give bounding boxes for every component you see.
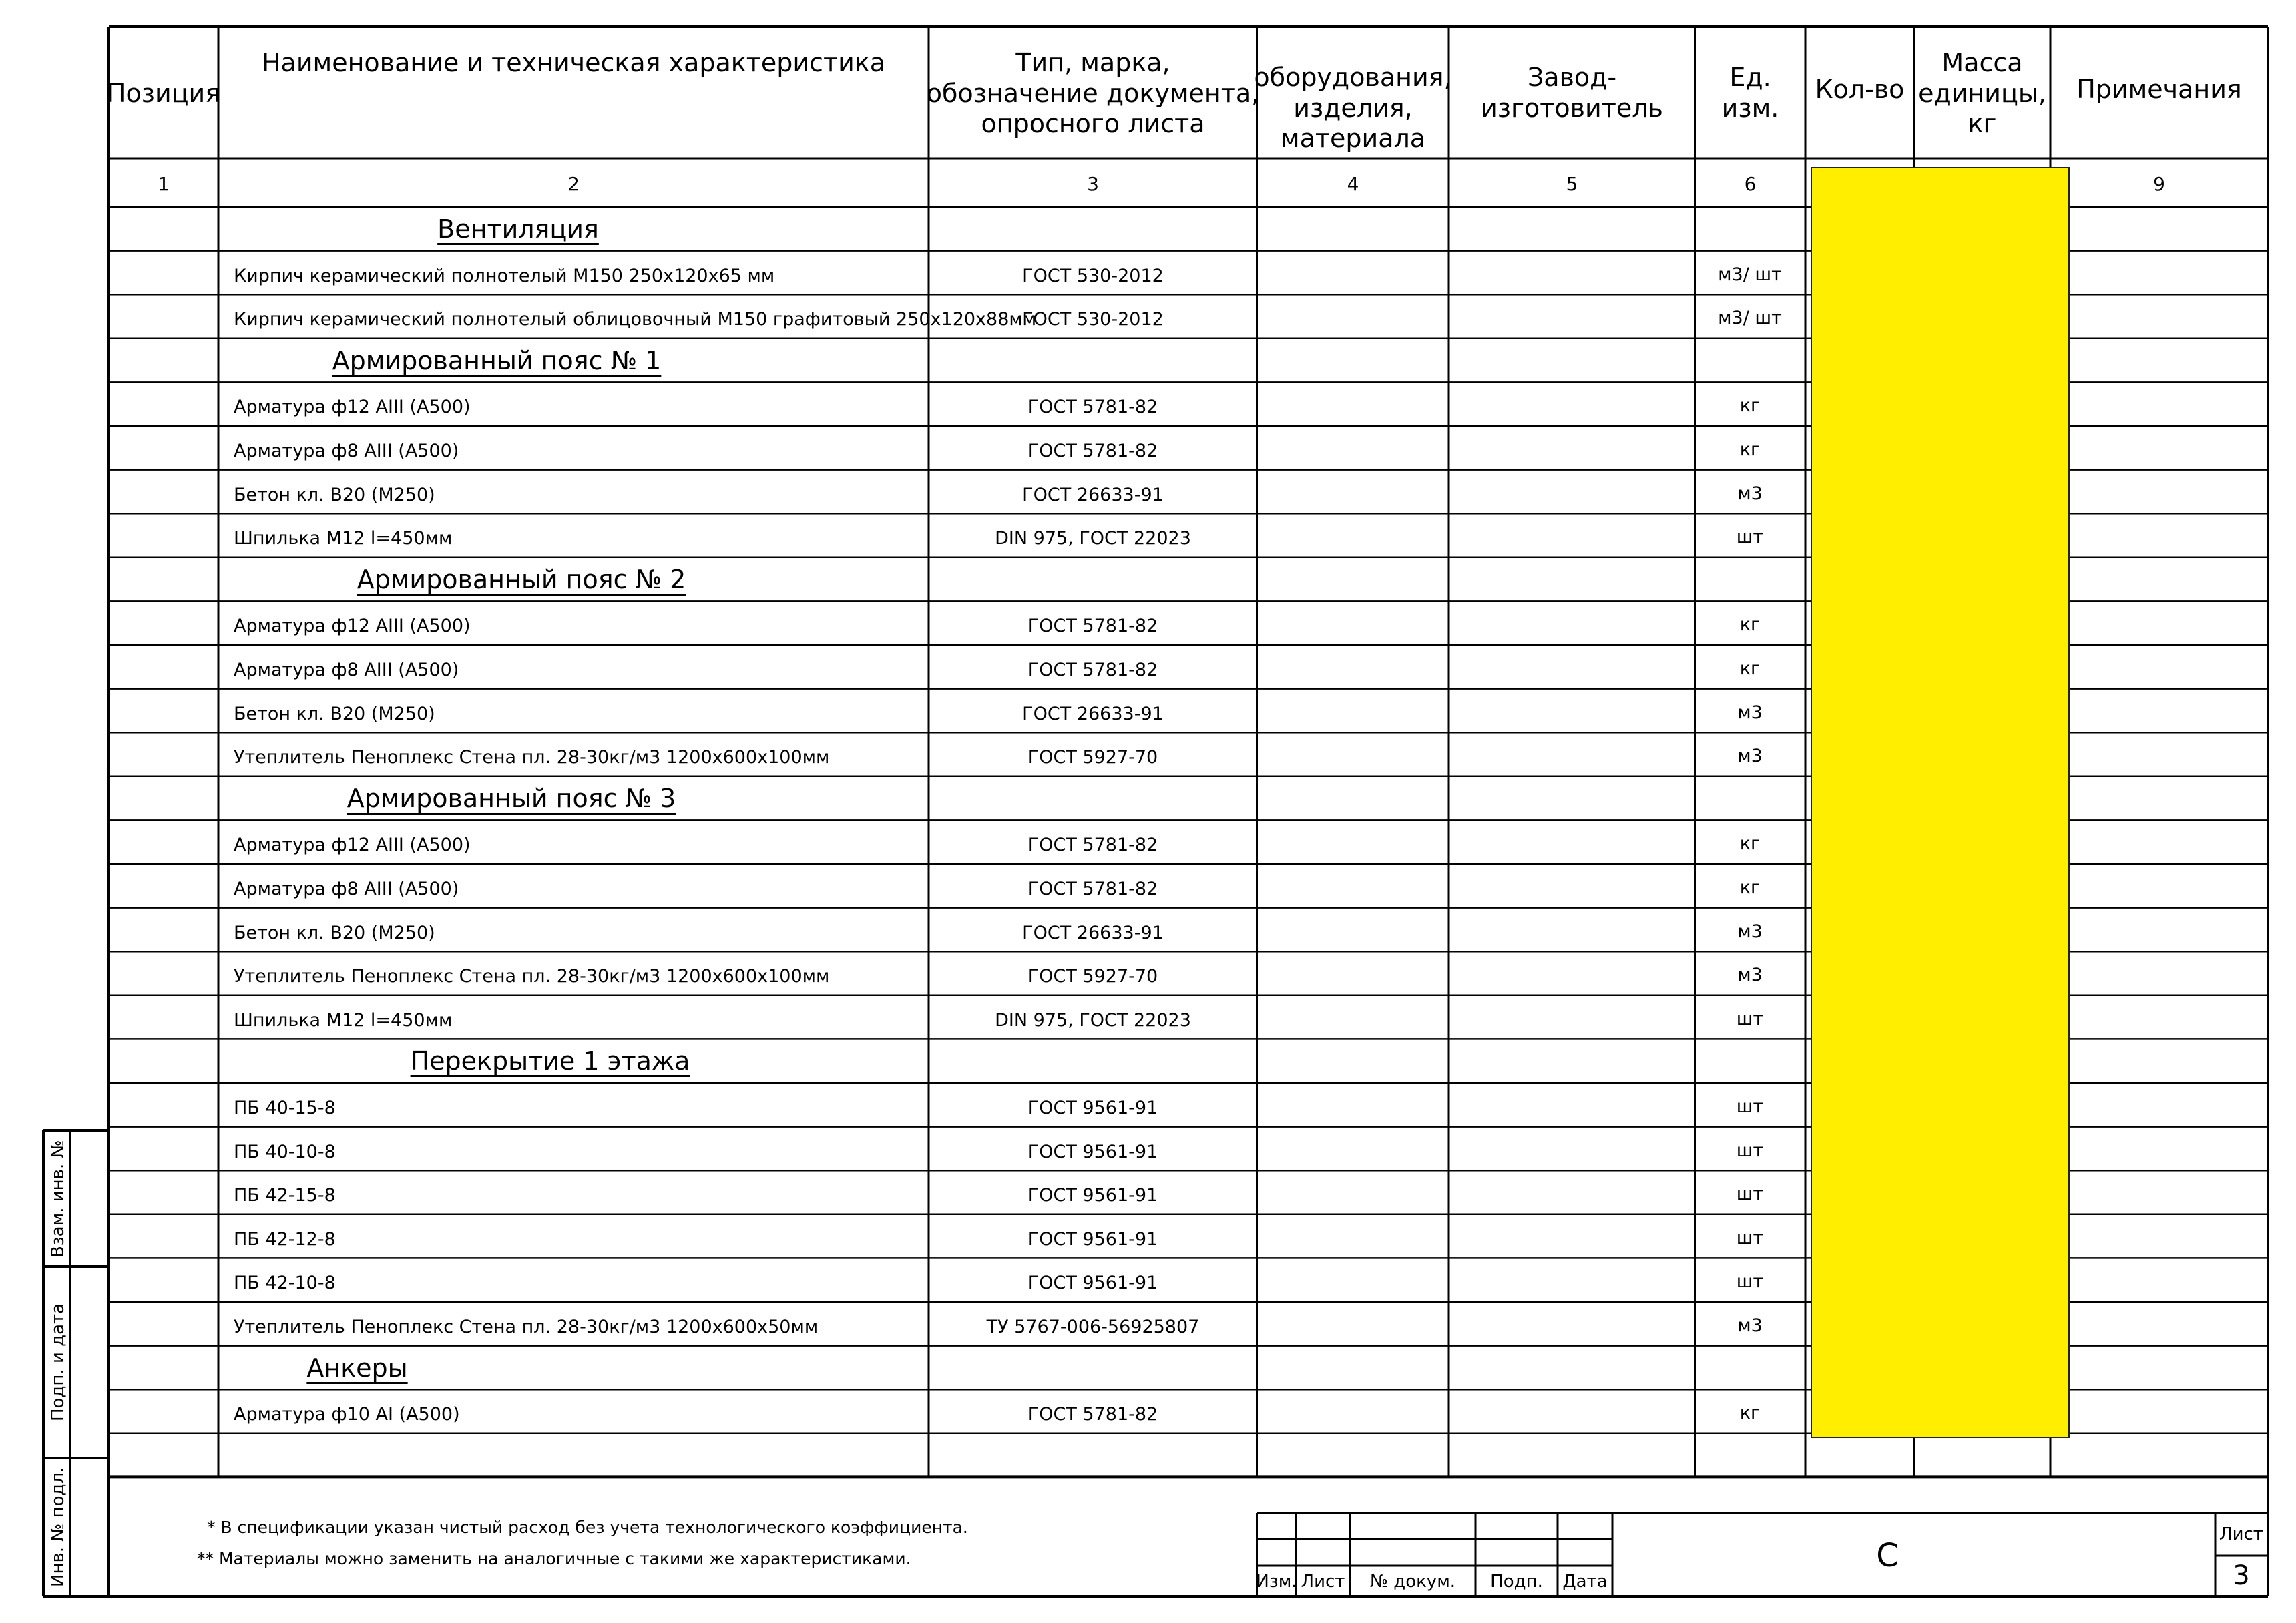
item-document: ГОСТ 5781-82 [1027,397,1158,418]
item-unit: м3 [1737,921,1763,942]
item-name: Шпилька М12 l=450мм [234,1009,453,1031]
stamp-label: Изм. [1256,1572,1297,1592]
item-unit: кг [1739,439,1761,460]
item-unit: шт [1736,527,1764,548]
item-unit: м3 [1737,965,1763,986]
item-unit: м3 [1737,483,1763,504]
item-name: ПБ 40-15-8 [234,1098,336,1118]
section-title: Анкеры [306,1353,408,1383]
item-document: ГОСТ 26633-91 [1022,484,1164,505]
section-title: Перекрытие 1 этажа [410,1046,690,1076]
item-name: Арматура ф8 АIII (А500) [234,441,459,461]
column-header: Масса единицы, кг [1918,48,2046,139]
item-unit: кг [1739,877,1761,898]
item-unit: м3 [1737,746,1763,767]
column-header: Наименование и техническая характеристика [261,48,886,77]
item-unit: м3 [1737,1315,1763,1336]
stamp-code: С [1876,1537,1899,1574]
column-number: 1 [158,173,170,195]
item-unit: м3/ шт [1718,308,1782,329]
item-document: ГОСТ 5781-82 [1027,660,1158,680]
item-name: ПБ 42-12-8 [234,1228,336,1250]
item-document: ГОСТ 5927-70 [1027,966,1158,987]
item-name: ПБ 42-15-8 [234,1185,336,1206]
column-header: оборудования, изделия, материала [1254,63,1452,154]
side-stamp-label: Подп. и дата [48,1303,68,1421]
item-document: ГОСТ 9561-91 [1027,1272,1158,1294]
sheet-number: 3 [2233,1560,2250,1591]
section-title: Армированный пояс № 3 [347,783,676,813]
item-document: ГОСТ 5781-82 [1027,441,1158,461]
item-document: ГОСТ 9561-91 [1027,1228,1158,1250]
item-name: Арматура ф10 АI (А500) [234,1404,460,1425]
item-name: Утеплитель Пеноплекс Стена пл. 28-30кг/м3 1200х600х50мм [234,1317,819,1337]
item-document: ГОСТ 5781-82 [1027,879,1158,899]
item-name: Утеплитель Пеноплекс Стена пл. 28-30кг/м3 1200х600х100мм [234,966,830,987]
section-title: Армированный пояс № 1 [332,345,662,375]
section-title: Армированный пояс № 2 [357,564,686,594]
item-unit: шт [1736,1096,1764,1117]
stamp-label: Подп. [1490,1572,1543,1592]
item-unit: шт [1736,1271,1764,1293]
stamp-label: Дата [1562,1572,1608,1592]
column-number: 3 [1087,173,1099,195]
column-header: Тип, марка, обозначение документа, опросного листа [926,48,1260,139]
column-header: Примечания [2076,75,2242,104]
item-name: Шпилька М12 l=450мм [234,528,453,549]
footnote: * В спецификации указан чистый расход без учета технологического коэффициента. [207,1518,968,1537]
item-name: Арматура ф12 АIII (А500) [234,835,471,856]
item-unit: кг [1739,658,1761,679]
item-unit: кг [1739,395,1761,417]
column-header: Завод- изготовитель [1481,63,1663,123]
item-name: Кирпич керамический полнотелый облицовочный М150 графитовый 250х120х88мм [234,309,1037,330]
stamp-label: Лист [1301,1572,1345,1592]
footnote: ** Материалы можно заменить на аналогичные с такими же характеристиками. [197,1549,911,1568]
item-document: ГОСТ 5781-82 [1027,835,1158,856]
item-name: Арматура ф12 АIII (А500) [234,616,471,637]
item-unit: шт [1736,1184,1764,1205]
yellow-highlight-block [1811,167,2070,1438]
item-document: ТУ 5767-006-56925807 [986,1317,1200,1337]
sheet-label: Лист [2219,1524,2263,1544]
item-name: ПБ 42-10-8 [234,1272,336,1294]
column-header: Позиция [106,79,221,108]
item-name: Бетон кл. В20 (М250) [234,484,435,505]
item-unit: шт [1736,1140,1764,1161]
item-name: Бетон кл. В20 (М250) [234,703,435,724]
item-document: DIN 975, ГОСТ 22023 [995,528,1191,549]
section-title: Вентиляция [437,214,599,244]
item-document: ГОСТ 530-2012 [1022,309,1164,330]
column-number: 5 [1566,173,1578,195]
item-document: ГОСТ 26633-91 [1022,922,1164,943]
item-document: ГОСТ 5927-70 [1027,747,1158,768]
item-name: Арматура ф8 АIII (А500) [234,879,459,899]
item-document: ГОСТ 9561-91 [1027,1141,1158,1162]
item-document: ГОСТ 26633-91 [1022,703,1164,724]
stamp-label: № докум. [1369,1572,1456,1592]
item-document: DIN 975, ГОСТ 22023 [995,1009,1191,1031]
column-number: 6 [1744,173,1757,195]
item-name: Арматура ф8 АIII (А500) [234,660,459,680]
item-unit: м3/ шт [1718,264,1782,285]
item-name: Арматура ф12 АIII (А500) [234,397,471,418]
item-document: ГОСТ 5781-82 [1027,616,1158,637]
item-document: ГОСТ 5781-82 [1027,1404,1158,1425]
item-unit: кг [1739,833,1761,855]
side-stamp-label: Инв. № подл. [48,1467,68,1587]
item-document: ГОСТ 9561-91 [1027,1098,1158,1118]
side-stamp-label: Взам. инв. № [48,1139,68,1258]
item-name: ПБ 40-10-8 [234,1141,336,1162]
column-number: 9 [2153,173,2165,195]
item-name: Утеплитель Пеноплекс Стена пл. 28-30кг/м3 1200х600х100мм [234,747,830,768]
item-name: Бетон кл. В20 (М250) [234,922,435,943]
item-unit: кг [1739,614,1761,636]
column-number: 2 [567,173,580,195]
item-name: Кирпич керамический полнотелый М150 250х120х65 мм [234,265,775,286]
item-document: ГОСТ 530-2012 [1022,265,1164,286]
item-unit: м3 [1737,702,1763,723]
item-unit: шт [1736,1008,1764,1029]
column-number: 4 [1347,173,1359,195]
item-unit: шт [1736,1227,1764,1248]
item-unit: кг [1739,1403,1761,1424]
item-document: ГОСТ 9561-91 [1027,1185,1158,1206]
column-header: Кол-во [1815,75,1905,104]
column-header: Ед. изм. [1721,63,1779,123]
